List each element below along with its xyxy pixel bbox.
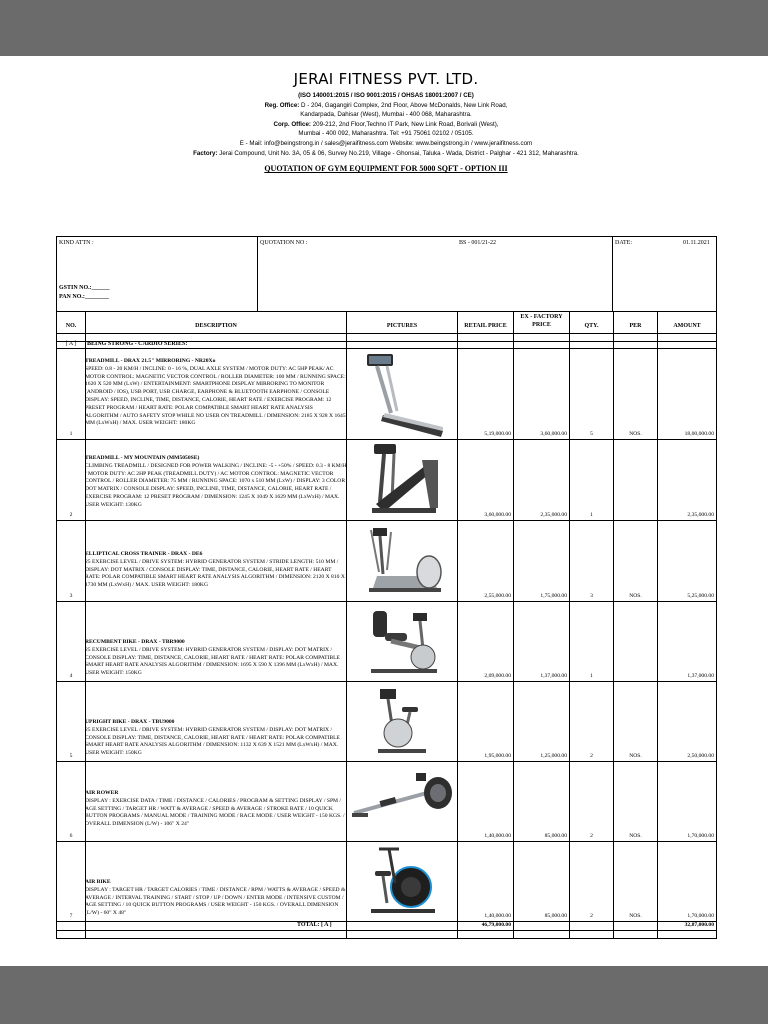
total-retail: 46,79,000.00 [481, 922, 511, 928]
item-retail-price: 3,60,000.00 [484, 512, 511, 518]
item-no: 4 [69, 673, 73, 679]
item-per: NOS. [629, 431, 642, 437]
item-qty: 2 [590, 753, 593, 759]
item-ex-factory-price: 1,25,000.00 [540, 753, 567, 759]
item-description: TREADMILL - DRAX 21.5" MIRRORING - NR20Xo SPEED: 0.8 - 20 KM/H / INCLINE: 0 - 16 %, DUAL AXLE SYSTEM / MOTOR DUTY: AC 5HP PEAK/ AC MOTOR CONTROL: MAGNETIC VECTOR CONTROL / ROLLER DIAMETER: 100 MM / RUNNING SPACE: 1620 X 520 MM (LxW) / ENTERTAINMENT: SMARTPHONE DISPLAY MIRRORING TO MONITOR (ANDROID / IOS), USB PORT, USB CHARGE, EARPHONE & BLUETOOTH EARPHONE / CONSOLE DISPLAY: SPEED, INCLINE, TIME, DISTANCE, CALORIE, HEART RATE / EXERCISE PROGRAM: 12 PRESET PROGRAM / HEART RATE: POLAR COMPATIBLE SMART HEART RATE ANALYSIS ALGORITHM / AUTO SAFETY STOP WHILE NO USER ON TREADMILL / DIMENSION: 2185 X 928 X 1645 MM (LxWxH) / MAX. USER WEIGHT: 180KG [85, 358, 346, 427]
total-label: TOTAL: [ A ] [297, 922, 332, 928]
item-ex-factory-price: 85,000.00 [544, 833, 567, 839]
total-amount: 32,87,000.00 [684, 922, 714, 928]
pan-field: PAN NO.:________ [59, 294, 109, 300]
col-amount: AMOUNT [673, 323, 701, 329]
kind-attn-label: KIND ATTN : [59, 240, 94, 246]
item-no: 1 [69, 431, 73, 437]
item-ex-factory-price: 1,37,000.00 [540, 673, 567, 679]
upright-bike-icon [372, 685, 432, 757]
section-title: BEING STRONG - CARDIO SERIES: [87, 341, 188, 347]
item-ex-factory-price: 3,60,000.00 [540, 431, 567, 437]
section-code: [ A ] [65, 341, 77, 347]
item-retail-price: 5,19,000.00 [484, 431, 511, 437]
item-amount: 1,70,000.00 [687, 833, 714, 839]
item-amount: 1,37,000.00 [687, 673, 714, 679]
quotation-title: QUOTATION OF GYM EQUIPMENT FOR 5000 SQFT - OPTION III [264, 164, 508, 174]
item-amount: 5,25,000.00 [687, 593, 714, 599]
date-value: 01.11.2021 [683, 240, 710, 246]
corp-office-line: Corp. Office: 209-212, 2nd Floor,Techno IT Park, New Link Road, Borivali (West), [273, 120, 499, 128]
quotation-no: BS - 001/21-22 [459, 240, 497, 246]
treadmill-icon [357, 351, 447, 437]
item-description: UPRIGHT BIKE - DRAX - TBU9000 25 EXERCISE LEVEL / DRIVE SYSTEM: HYBRID GENERATOR SYSTEM / DISPLAY: DOT MATRIX / CONSOLE DISPLAY: TIME, DISTANCE, CALORIE, HEART RATE / HEART RATE: POLAR COMPATIBLE SMART HEART RATE ANALYSIS ALGORITHM / DIMENSION: 1132 X 639 X 1521 MM (LxWxH) / MAX. USER WEIGHT: 150KG [85, 719, 340, 757]
quotation-table [56, 236, 717, 939]
iso-line: (ISO 140001:2015 / ISO 9001:2015 / OHSAS 18001:2007 / CE) [298, 92, 474, 99]
climbing-treadmill-icon [362, 442, 442, 518]
item-no: 2 [69, 512, 73, 518]
item-qty: 1 [590, 512, 593, 518]
item-retail-price: 1,40,000.00 [484, 913, 511, 919]
item-ex-factory-price: 2,35,000.00 [540, 512, 567, 518]
item-ex-factory-price: 85,000.00 [544, 913, 567, 919]
date-label: DATE: [615, 240, 632, 246]
company-name: JERAI FITNESS PVT. LTD. [293, 70, 479, 88]
item-retail-price: 2,09,000.00 [484, 673, 511, 679]
item-amount: 1,70,000.00 [687, 913, 714, 919]
item-per: NOS. [629, 833, 642, 839]
item-per: NOS. [629, 913, 642, 919]
col-retail-price: RETAIL PRICE [464, 323, 507, 329]
col-no: NO. [65, 323, 77, 329]
item-retail-price: 1,40,000.00 [484, 833, 511, 839]
item-amount: 18,00,000.00 [684, 431, 714, 437]
item-qty: 3 [590, 593, 593, 599]
item-amount: 2,35,000.00 [687, 512, 714, 518]
item-qty: 2 [590, 913, 593, 919]
rower-icon [350, 769, 454, 821]
item-no: 3 [69, 593, 73, 599]
item-qty: 5 [590, 431, 593, 437]
col-description: DESCRIPTION [195, 323, 237, 329]
item-qty: 1 [590, 673, 593, 679]
item-per: NOS. [629, 593, 642, 599]
reg-office-line: Reg. Office: D - 204, Gagangiri Complex, 2nd Floor, Above McDonalds, New Link Road, [264, 101, 508, 109]
item-description: AIR ROWER DISPLAY : EXERCISE DATA / TIME / DISTANCE / CALORIES / PROGRAM & SETTING DISPLAY / SPM / AGE SETTING / TARGET HR / WATT & AVERAGE / SPEED & AVERAGE / STROKE RATE / 10 QUICK BUTTON PROGRAMS / MANUAL MODE / TRAINING MODE / RACE MODE / USER WEIGHT - 150 KGS. / OVERALL DIMENSION (L/W) - 106" X 24" [85, 790, 345, 828]
item-no: 5 [69, 753, 73, 759]
item-no: 6 [69, 833, 73, 839]
item-description: AIR BIKE DISPLAY : TARGET HR / TARGET CALORIES / TIME / DISTANCE / RPM / WATTS & AVERAGE / SPEED & AVERAGE / INTERVAL TRAINING / START / STOP / UP / DOWN / ENTER MODE / INTENSIVE CUSTOM / AGE SETTING / 10 QUICK BUTTON PROGRAMS / USER WEIGHT - 150 KGS. / OVERALL DIMENSION (L/W) - 60" X 48" [85, 879, 346, 917]
item-per: NOS. [629, 753, 642, 759]
corp-office-line-2: Mumbai - 400 092, Maharashtra. Tel: +91 75061 02102 / 05105. [298, 130, 474, 138]
recumbent-bike-icon [365, 605, 441, 677]
factory-line: Factory: Jerai Compound, Unit No. 3A, 05 & 06, Survey No.219, Village - Ghonsai, Taluka - Wada, District - Palghar - 421 312, Maharashtra. [193, 149, 579, 157]
col-ex-factory-2: PRICE [532, 322, 551, 328]
item-amount: 2,50,000.00 [687, 753, 714, 759]
item-ex-factory-price: 1,75,000.00 [540, 593, 567, 599]
reg-office-line-2: Kandarpada, Dahisar (West), Mumbai - 400 068, Maharashtra. [300, 111, 472, 119]
item-retail-price: 1,95,000.00 [484, 753, 511, 759]
col-ex-factory: EX - FACTORY [520, 314, 563, 320]
col-per: PER [629, 323, 642, 329]
item-no: 7 [69, 913, 73, 919]
item-qty: 2 [590, 833, 593, 839]
item-description: ELLIPTICAL CROSS TRAINER - DRAX - DE6 25 EXERCISE LEVEL / DRIVE SYSTEM: HYBRID GENERATOR SYSTEM / STRIDE LENGTH: 510 MM / DISPLAY: DOT MATRIX / CONSOLE DISPLAY: TIME, DISTANCE, CALORIE, HEART RATE / HEART RATE: POLAR COMPATIBLE SMART HEART RATE ANALYSIS ALGORITHM / DIMENSION: 2120 X 810 X 1730 MM (LxWxH) / MAX. USER WEIGHT: 180KG [85, 551, 345, 589]
item-description: RECUMBENT BIKE - DRAX - TBR9000 25 EXERCISE LEVEL / DRIVE SYSTEM: HYBRID GENERATOR SYSTEM / DISPLAY: DOT MATRIX / CONSOLE DISPLAY: TIME, DISTANCE, CALORIE, HEART RATE / HEART RATE: POLAR COMPATIBLE SMART HEART RATE ANALYSIS ALGORITHM / DIMENSION: 1695 X 590 X 1396 MM (LxWxH) / MAX. USER WEIGHT: 150KG [85, 639, 340, 677]
air-bike-icon [365, 843, 441, 919]
item-retail-price: 2,55,000.00 [484, 593, 511, 599]
letterhead [56, 70, 716, 173]
col-qty: QTY. [584, 323, 599, 329]
item-description: TREADMILL - MY MOUNTAIN (MM5050SE) CLIMBING TREADMILL / DESIGNED FOR POWER WALKING / INCLINE: -5 - +50% / SPEED: 0.3 - 8 KM/H / MOTOR DUTY: AC 2HP PEAK (TREADMILL DUTY) / AC MOTOR CONTROL: MAGNETIC VECTOR CONTROL / ROLLER DIAMETER: 75 MM / RUNNING SPACE: 1070 x 510 MM (LxW) / DISPLAY: 3 COLOR DOT MATRIX / CONSOLE DISPLAY: SPEED, INCLINE, TIME, DISTANCE, CALORIE, HEART RATE / EXERCISE PROGRAM: 12 PRESET PROGRAM / DIMENSION: 1245 X 1049 X 1629 MM (LxWxH) / MAX. USER WEIGHT: 130KG [85, 455, 347, 508]
quotation-no-label: QUOTATION NO : [260, 240, 308, 246]
col-pictures: PICTURES [386, 323, 418, 329]
elliptical-icon [359, 524, 445, 598]
contact-line: E - Mail: info@beingstrong.in / sales@jeraifitness.com Website: www.beingstrong.in / www.jeraifitness.com [239, 139, 533, 147]
gstin-field: GSTIN NO.:______ [59, 285, 110, 291]
